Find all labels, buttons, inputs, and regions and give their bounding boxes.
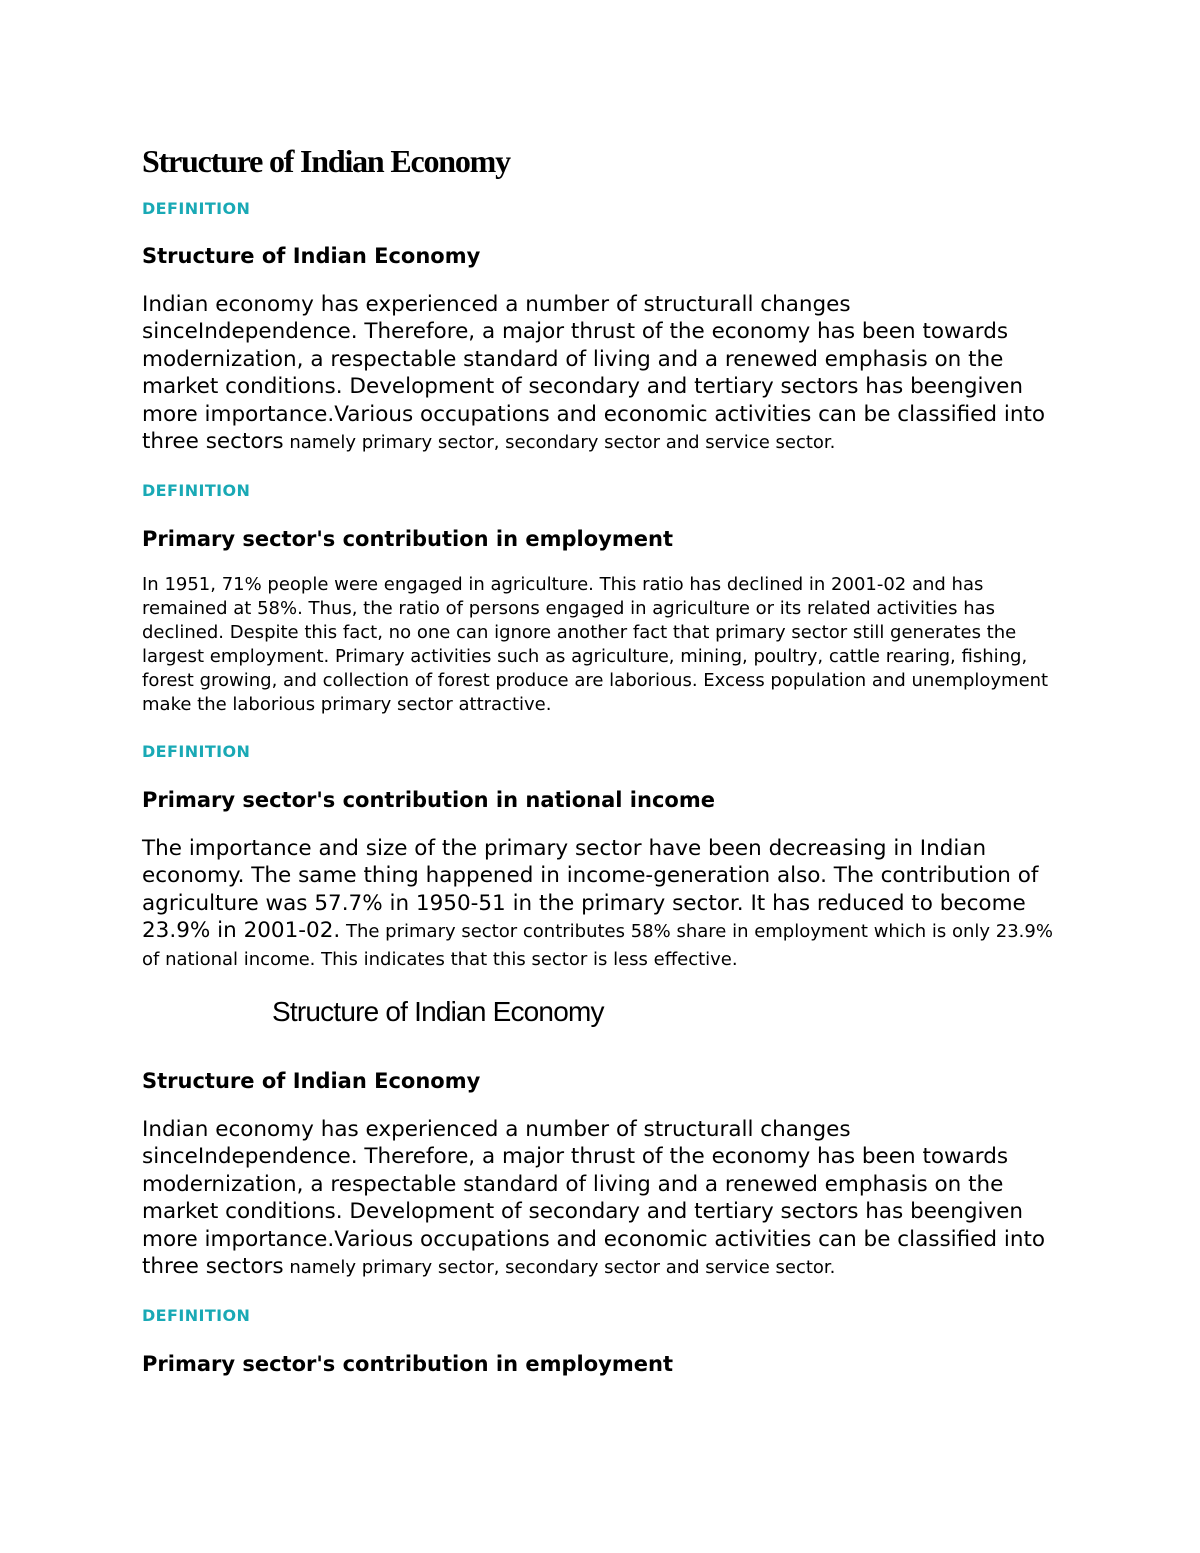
section-heading: Primary sector's contribution in employment	[142, 1352, 673, 1376]
document-subtitle: Structure of Indian Economy	[272, 996, 604, 1027]
body-tail-text: namely primary sector, secondary sector and service sector.	[283, 432, 836, 454]
body-main-text: Indian economy has experienced a number of structurall changes sinceIndependence. Therefore, a major thrust of the economy has been towards modernization, a respectable standard of living and a renewed emphasis on the market conditions. Development of secondary and tertiary sectors has beengiven more importance.Various occupations and economic activities can be classified into three sectors	[142, 292, 1046, 455]
section-heading: Structure of Indian Economy	[142, 244, 481, 268]
body-main-text: Indian economy has experienced a number of structurall changes sinceIndependence. Therefore, a major thrust of the economy has been towards modernization, a respectable standard of living and a renewed emphasis on the market conditions. Development of secondary and tertiary sectors has beengiven more importance.Various occupations and economic activities can be classified into three sectors	[142, 1117, 1046, 1280]
section-heading: Primary sector's contribution in employment	[142, 527, 673, 551]
body-main-text: The importance and size of the primary sector have been decreasing in Indian economy. The same thing happened in income-generation also. The contribution of agriculture was 57.7% in 1950-51 in the primary sector. It has reduced to become 23.9% in 2001-02.	[142, 836, 1039, 944]
section-heading: Structure of Indian Economy	[142, 1069, 481, 1093]
definition-label: DEFINITION	[142, 1306, 251, 1325]
section-body	[142, 835, 1057, 972]
body-tail-text: namely primary sector, secondary sector and service sector.	[283, 1257, 836, 1279]
section-body	[142, 1116, 1057, 1280]
section-heading: Primary sector's contribution in national income	[142, 788, 715, 812]
definition-label: DEFINITION	[142, 742, 251, 761]
definition-label: DEFINITION	[142, 481, 251, 500]
section-body: In 1951, 71% people were engaged in agriculture. This ratio has declined in 2001-02 and has remained at 58%. Thus, the ratio of persons engaged in agriculture or its related activities has declined. Despite this fact, no one can ignore another fact that primary sector still generates the largest employment. Primary activities such as agriculture, mining, poultry, cattle rearing, fishing, forest growing, and collection of forest produce are laborious. Excess population and unemployment make the laborious primary sector attractive.	[142, 574, 1049, 715]
body-tail-text: The primary sector contributes 58% share in employment which is only 23.9% of national income. This indicates that this sector is less effective.	[142, 921, 1053, 970]
section-body	[142, 291, 1057, 455]
document-title: Structure of Indian Economy	[142, 143, 510, 179]
definition-label: DEFINITION	[142, 199, 251, 218]
